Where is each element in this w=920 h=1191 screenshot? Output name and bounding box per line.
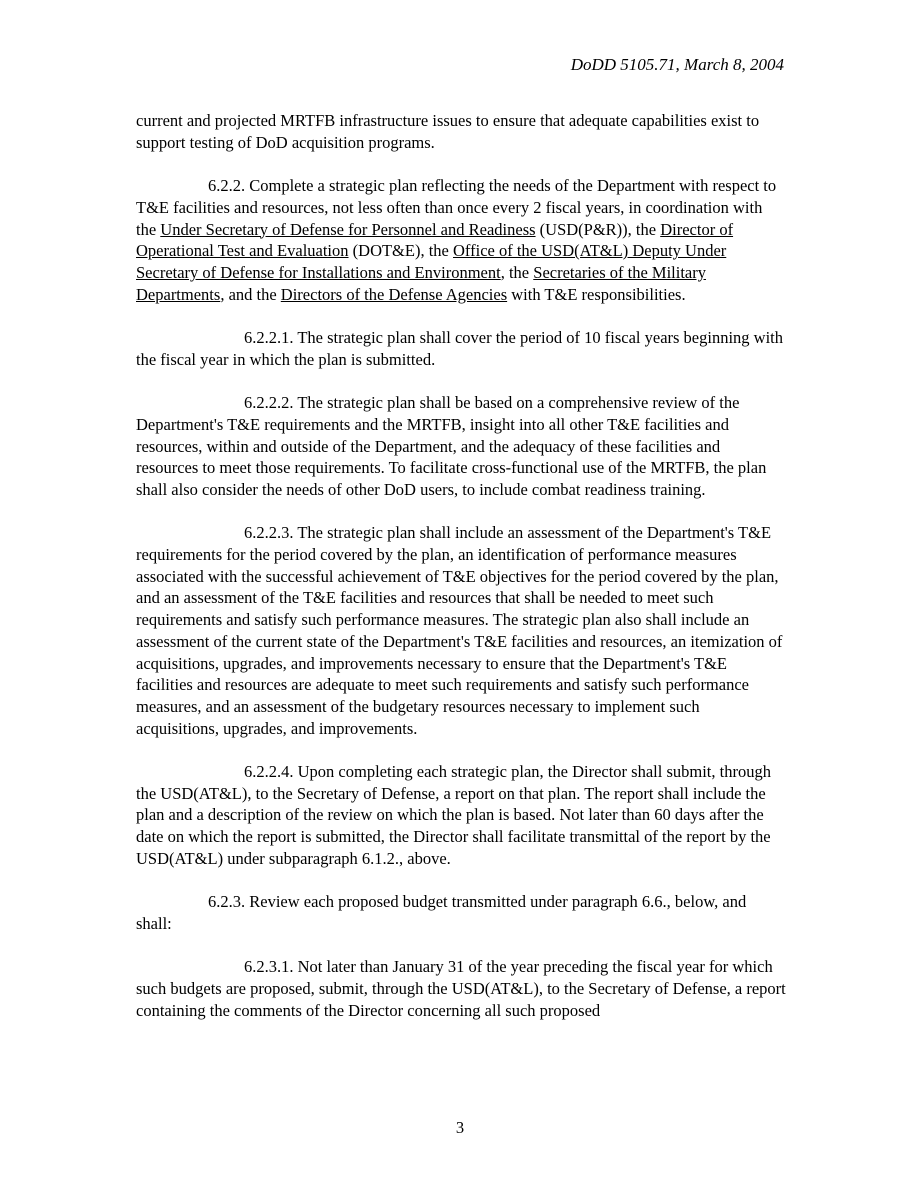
paragraph-6-2-2-2: 6.2.2.2. The strategic plan shall be based on a comprehensive review of the Department's T&E requirements and the MRTFB, insight into all other T&E facilities and resources, within and outside of the Department, and the adequacy of these facilities and resources to meet those requirements. To facilitate cross-functional use of the MRTFB, the plan shall also consider the needs of other DoD users, to include combat readiness training. — [136, 393, 767, 499]
link-office-duse-installations[interactable]: Office of the USD(AT&L) Deputy Under Secretary of Defense for Installations and Environment — [136, 241, 727, 282]
link-director-operational-test[interactable]: Director of Operational Test and Evaluation — [136, 219, 734, 261]
paragraph-6-2-3: 6.2.3. Review each proposed budget transmitted under paragraph 6.6., below, and shall: — [136, 892, 747, 933]
paragraph-6-2-2-4: 6.2.2.4. Upon completing each strategic plan, the Director shall submit, through the USD(AT&L), to the Secretary of Defense, a report on that plan. The report shall include the plan and a description of the review on which the plan is based. Not later than 60 days after the date on which the report is submitted, the Director shall facilitate transmittal of the report by the USD(AT&L) under subparagraph 6.1.2., above. — [136, 762, 771, 868]
paragraph-continuation: current and projected MRTFB infrastructure issues to ensure that adequate capabilities exist to support testing of DoD acquisition programs. — [136, 111, 760, 152]
document-body — [136, 110, 786, 1021]
paragraph-6-2-3-1: 6.2.3.1. Not later than January 31 of the year preceding the fiscal year for which such budgets are proposed, submit, through the USD(AT&L), to the Secretary of Defense, a report containing the comments of the Director concerning all such proposed — [136, 957, 786, 1020]
paragraph-6-2-2-3: 6.2.2.3. The strategic plan shall include an assessment of the Department's T&E requirements for the period covered by the plan, an identification of performance measures associated with the successful achievement of T&E objectives for the period covered by the plan, and an assessment of the T&E facilities and resources that shall be needed to meet such requirements and satisfy such performance measures. The strategic plan also shall include an assessment of the current state of the Department's T&E facilities and resources, an itemization of acquisitions, upgrades, and improvements necessary to ensure that the Department's T&E facilities and resources are adequate to meet such requirements and satisfy such performance measures, and an assessment of the budgetary resources necessary to implement such acquisitions, upgrades, and improvements. — [136, 523, 783, 738]
paragraph-text: 6.2.2. Complete a strategic plan reflecting the needs of the Department with respect to T&E facilities and resources, not less often than once every 2 fiscal years, in coordination with the — [136, 176, 777, 239]
paragraph-6-2-2 — [136, 175, 786, 305]
document-reference-header: DoDD 5105.71, March 8, 2004 — [570, 55, 784, 74]
link-usd-personnel-readiness[interactable]: Under Secretary of Defense for Personnel and Readiness — [160, 219, 536, 239]
link-directors-defense-agencies[interactable]: Directors of the Defense Agencies — [280, 284, 508, 304]
link-secretaries-military-departments[interactable]: Secretaries of the Military Departments — [136, 262, 706, 304]
paragraph-6-2-2-1: 6.2.2.1. The strategic plan shall cover the period of 10 fiscal years beginning with the fiscal year in which the plan is submitted. — [136, 328, 784, 369]
page-number: 3 — [455, 1118, 465, 1137]
paragraph-text: (DOT&E), the — [348, 241, 454, 261]
paragraph-text: , the — [500, 262, 534, 282]
paragraph-text: (USD(P&R)), the — [535, 219, 661, 239]
paragraph-text: with T&E responsibilities. — [507, 284, 686, 304]
paragraph-text: , and the — [220, 284, 281, 304]
